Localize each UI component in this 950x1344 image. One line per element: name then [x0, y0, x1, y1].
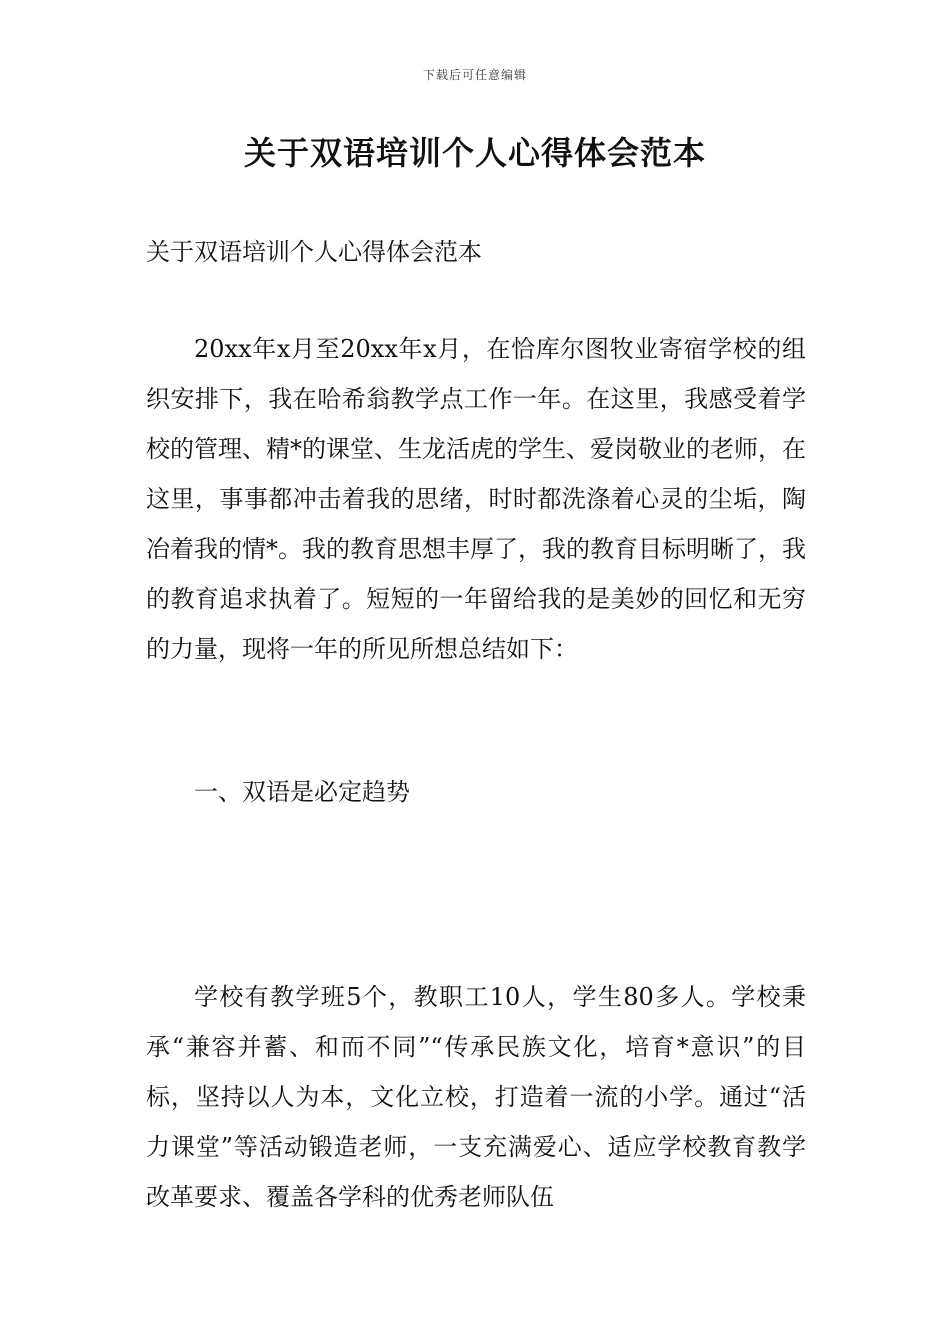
paragraph-intro: 20xx年x月至20xx年x月，在恰库尔图牧业寄宿学校的组织安排下，我在哈希翁教学点工作一年。在这里，我感受着学校的管理、精*的课堂、生龙活虎的学生、爱岗敬业的老师，在这里，事事都冲击着我的思绪，时时都洗涤着心灵的尘垢，陶冶着我的情*。我的教育思想丰厚了，我的教育目标明晰了，我的教育追求执着了。短短的一年留给我的是美妙的回忆和无穷的力量，现将一年的所见所想总结如下： [146, 335, 806, 663]
paragraph-school: 学校有教学班5个，教职工10人，学生80多人。学校秉承“兼容并蓄、和而不同”“传承民族文化，培育*意识”的目标，坚持以人为本，文化立校，打造着一流的小学。通过“活力课堂”等活动锻造老师，一支充满爱心、适应学校教育教学改革要求、覆盖各学科的优秀老师队伍 [146, 983, 806, 1211]
document-subtitle: 关于双语培训个人心得体会范本 [146, 238, 482, 266]
header-note: 下载后可任意编辑 [422, 68, 527, 82]
section-heading-1: 一、双语是必定趋势 [194, 778, 410, 806]
document-title: 关于双语培训个人心得体会范本 [243, 134, 706, 172]
